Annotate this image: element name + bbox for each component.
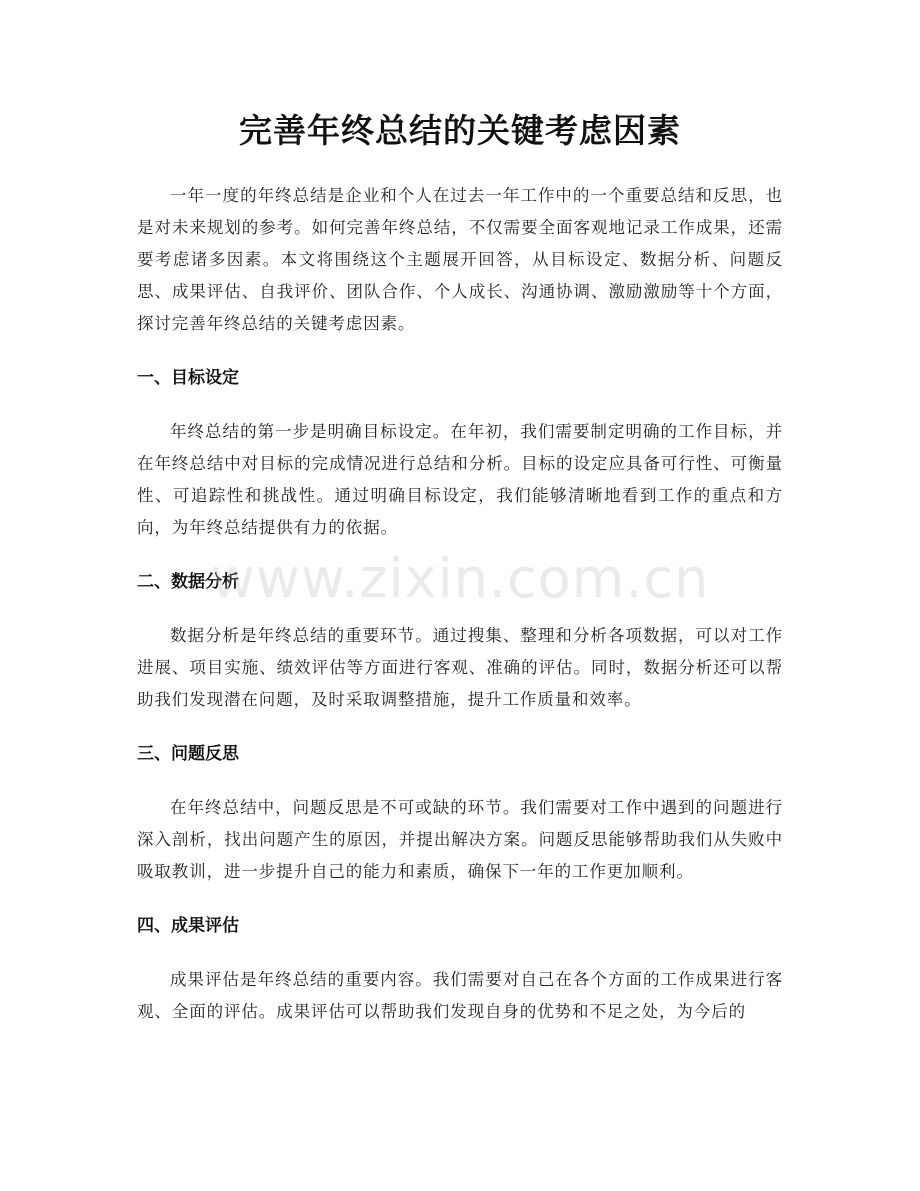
intro-paragraph: 一年一度的年终总结是企业和个人在过去一年工作中的一个重要总结和反思，也是对未来规划的参考。如何完善年终总结，不仅需要全面客观地记录工作成果，还需要考虑诸多因素。本文将围绕这个主题展开回答，从目标设定、数据分析、问题反思、成果评估、自我评价、团队合作、个人成长、沟通协调、激励激励等十个方面，探讨完善年终总结的关键考虑因素。 — [137, 186, 783, 333]
document-body — [137, 180, 783, 1028]
watermark-text: www.zixin.com.cn — [210, 547, 710, 610]
document-title: 完善年终总结的关键考虑因素 — [239, 111, 681, 150]
section-heading-data-analysis: 二、数据分析 — [137, 572, 239, 592]
section-paragraph-data-analysis: 数据分析是年终总结的重要环节。通过搜集、整理和分析各项数据，可以对工作进展、项目实施、绩效评估等方面进行客观、准确的评估。同时，数据分析还可以帮助我们发现潜在问题，及时采取调整措施，提升工作质量和效率。 — [137, 626, 783, 709]
section-heading-problem-reflection: 三、问题反思 — [137, 744, 239, 764]
section-paragraph-problem-reflection: 在年终总结中，问题反思是不可或缺的环节。我们需要对工作中遇到的问题进行深入剖析，找出问题产生的原因，并提出解决方案。问题反思能够帮助我们从失败中吸取教训，进一步提升自己的能力和素质，确保下一年的工作更加顺利。 — [137, 798, 783, 881]
section-paragraph-result-evaluation: 成果评估是年终总结的重要内容。我们需要对自己在各个方面的工作成果进行客观、全面的评估。成果评估可以帮助我们发现自身的优势和不足之处，为今后的 — [137, 970, 783, 1021]
section-paragraph-goal-setting: 年终总结的第一步是明确目标设定。在年初，我们需要制定明确的工作目标，并在年终总结中对目标的完成情况进行总结和分析。目标的设定应具备可行性、可衡量性、可追踪性和挑战性。通过明确目标设定，我们能够清晰地看到工作的重点和方向，为年终总结提供有力的依据。 — [137, 422, 783, 537]
section-heading-goal-setting: 一、目标设定 — [137, 368, 239, 388]
section-heading-result-evaluation: 四、成果评估 — [137, 916, 239, 936]
